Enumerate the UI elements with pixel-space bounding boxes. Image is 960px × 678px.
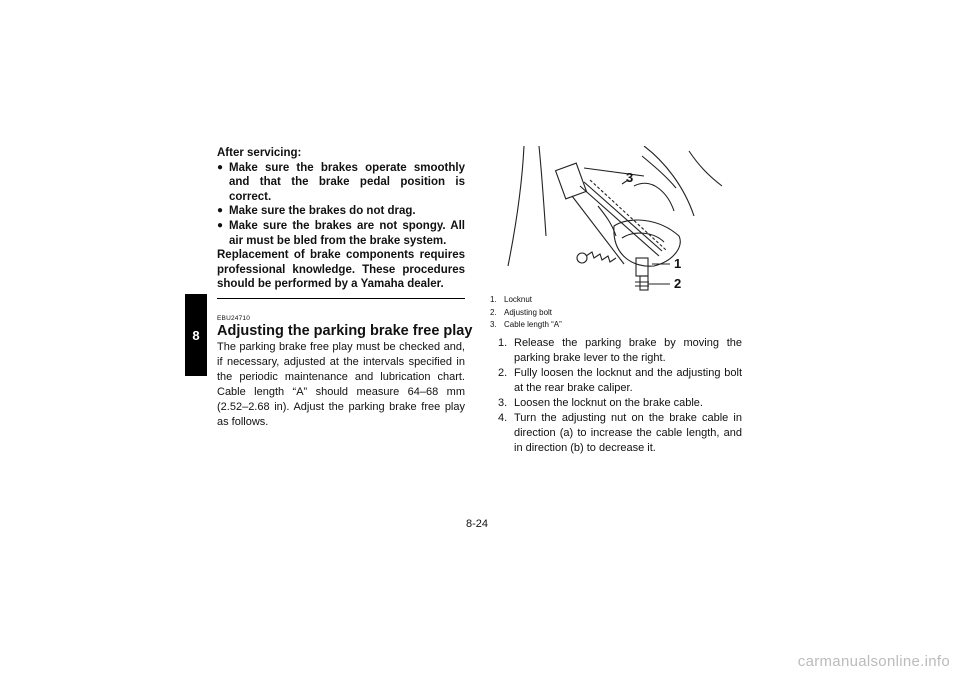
- bullet-item: ● Make sure the brakes are not spongy. All air must be bled from the brake system.: [217, 219, 465, 247]
- step-item: 2. Fully loosen the locknut and the adjusting bolt at the rear brake caliper.: [498, 366, 742, 394]
- section-tab: 8: [185, 294, 207, 376]
- brake-caliper-drawing: [494, 146, 724, 294]
- figure-captions: [490, 294, 742, 332]
- step-item: 1. Release the parking brake by moving the parking brake lever to the right.: [498, 336, 742, 364]
- left-column: [217, 146, 473, 430]
- replacement-note: Replacement of brake components requires professional knowledge. These procedures should be performed by a Yamaha dealer.: [217, 248, 465, 299]
- step-item: 4. Turn the adjusting nut on the brake cable in direction (a) to increase the cable length, and in direction (b) to decrease it.: [498, 411, 742, 454]
- bullet-dot-icon: ●: [217, 205, 224, 217]
- footer-watermark[interactable]: carmanualsonline.info: [797, 653, 950, 670]
- section-code: EBU24710: [217, 314, 251, 322]
- step-item: 3. Loosen the locknut on the brake cable.: [498, 396, 703, 409]
- page-number: 8-24: [466, 518, 489, 530]
- caption-item: 3. Cable length “A”: [490, 320, 562, 329]
- bullet-item: ● Make sure the brakes operate smoothly and that the brake pedal position is correct.: [217, 161, 465, 203]
- after-servicing-label: After servicing:: [217, 147, 302, 159]
- caption-item: 1. Locknut: [490, 295, 533, 304]
- right-column: [490, 146, 742, 456]
- caption-item: 2. Adjusting bolt: [490, 307, 553, 317]
- bullet-dot-icon: ●: [217, 219, 224, 231]
- bullet-dot-icon: ●: [217, 161, 224, 173]
- bullet-item: ● Make sure the brakes do not drag.: [217, 205, 416, 218]
- callout-1: 1: [674, 256, 682, 271]
- callout-3: 3: [626, 170, 634, 185]
- section-heading: Adjusting the parking brake free play: [217, 322, 473, 339]
- procedure-steps: [490, 336, 742, 456]
- section-body: The parking brake free play must be checked and, if necessary, adjusted at the intervals specified in the periodic maintenance and lubrication chart. Cable length “A” should measure 64–68 mm (2.52–2.68 in). Adjust the parking brake free play as follows.: [217, 340, 465, 428]
- callout-2: 2: [674, 276, 682, 291]
- parking-brake-illustration: [494, 146, 724, 294]
